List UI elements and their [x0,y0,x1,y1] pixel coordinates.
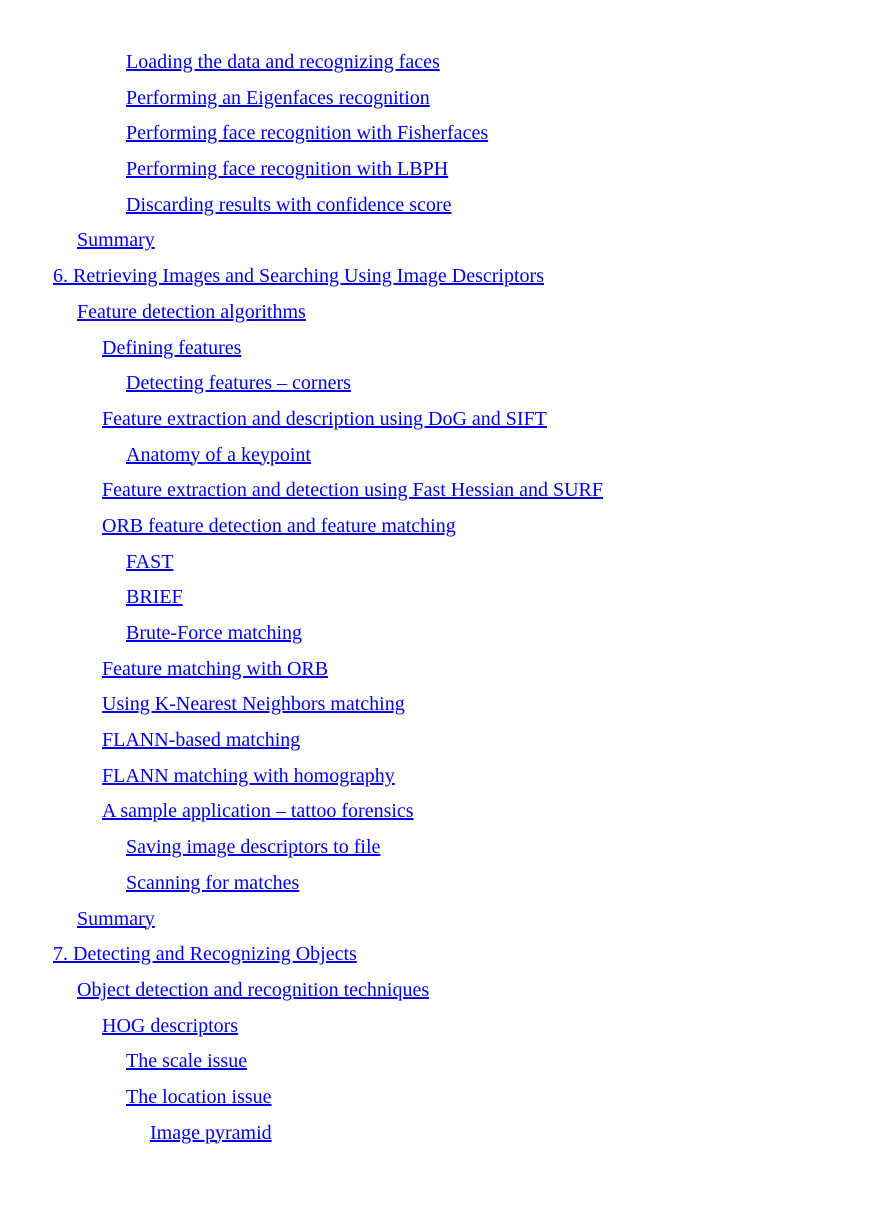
toc-link[interactable]: Object detection and recognition techniques [77,978,430,1001]
toc-entry [0,1116,869,1152]
toc-entry [0,1044,869,1080]
toc-link[interactable]: Anatomy of a keypoint [126,443,311,466]
toc-chapter-link[interactable]: 7. Detecting and Recognizing Objects [53,943,357,966]
toc-link[interactable]: ORB feature detection and feature matching [102,514,456,537]
toc-entry [0,116,869,152]
toc-entry [0,1080,869,1116]
toc-entry [0,794,869,830]
toc-link[interactable]: Brute-Force matching [126,622,303,644]
toc-entry [0,402,869,438]
toc-entry [0,188,869,224]
toc-entry [0,902,869,938]
toc-link[interactable]: Detecting features – corners [126,372,351,395]
toc-link[interactable]: Feature extraction and description using DoG and SIFT [102,407,547,430]
toc-link[interactable]: HOG descriptors [102,1014,239,1037]
toc-entry [0,45,869,81]
toc-link[interactable]: The scale issue [126,1050,248,1073]
toc-chapter [0,937,869,973]
table-of-contents [0,45,869,1151]
toc-link[interactable]: Scanning for matches [126,871,300,894]
toc-entry [0,81,869,117]
toc-entry [0,616,869,652]
toc-link[interactable]: Feature detection algorithms [77,300,306,323]
toc-entry [0,473,869,509]
toc-entry [0,973,869,1009]
toc-entry [0,687,869,723]
toc-link[interactable]: Image pyramid [150,1121,272,1144]
toc-entry [0,830,869,866]
toc-link[interactable]: Summary [77,229,155,252]
toc-link[interactable]: Saving image descriptors to file [126,836,381,859]
toc-entry [0,1009,869,1045]
toc-link[interactable]: FAST [126,550,174,573]
toc-link[interactable]: Summary [77,907,155,930]
toc-entry [0,580,869,616]
toc-entry [0,223,869,259]
toc-link[interactable]: A sample application – tattoo forensics [102,800,414,823]
toc-entry [0,152,869,188]
toc-link[interactable]: Using K-Nearest Neighbors matching [102,693,405,716]
toc-link[interactable]: Performing face recognition with Fisherfaces [126,122,489,145]
toc-entry [0,509,869,545]
toc-link[interactable]: FLANN matching with homography [102,764,395,787]
toc-link[interactable]: Discarding results with confidence score [126,193,452,216]
toc-entry [0,438,869,474]
toc-entry [0,366,869,402]
toc-link[interactable]: Performing face recognition with LBPH [126,158,449,181]
toc-entry [0,866,869,902]
toc-chapter-link[interactable]: 6. Retrieving Images and Searching Using Image Descriptors [53,265,544,288]
toc-link[interactable]: BRIEF [126,586,183,609]
toc-link[interactable]: Feature extraction and detection using Fast Hessian and SURF [102,479,604,502]
toc-entry [0,652,869,688]
toc-entry [0,723,869,759]
toc-link[interactable]: The location issue [126,1085,272,1108]
toc-entry [0,545,869,581]
toc-link[interactable]: Feature matching with ORB [102,657,329,680]
toc-link[interactable]: Loading the data and recognizing faces [126,51,440,73]
toc-chapter [0,259,869,295]
toc-entry [0,331,869,367]
toc-link[interactable]: FLANN-based matching [102,729,301,752]
toc-link[interactable]: Defining features [102,336,242,359]
toc-entry [0,759,869,795]
toc-link[interactable]: Performing an Eigenfaces recognition [126,86,430,109]
toc-entry [0,295,869,331]
